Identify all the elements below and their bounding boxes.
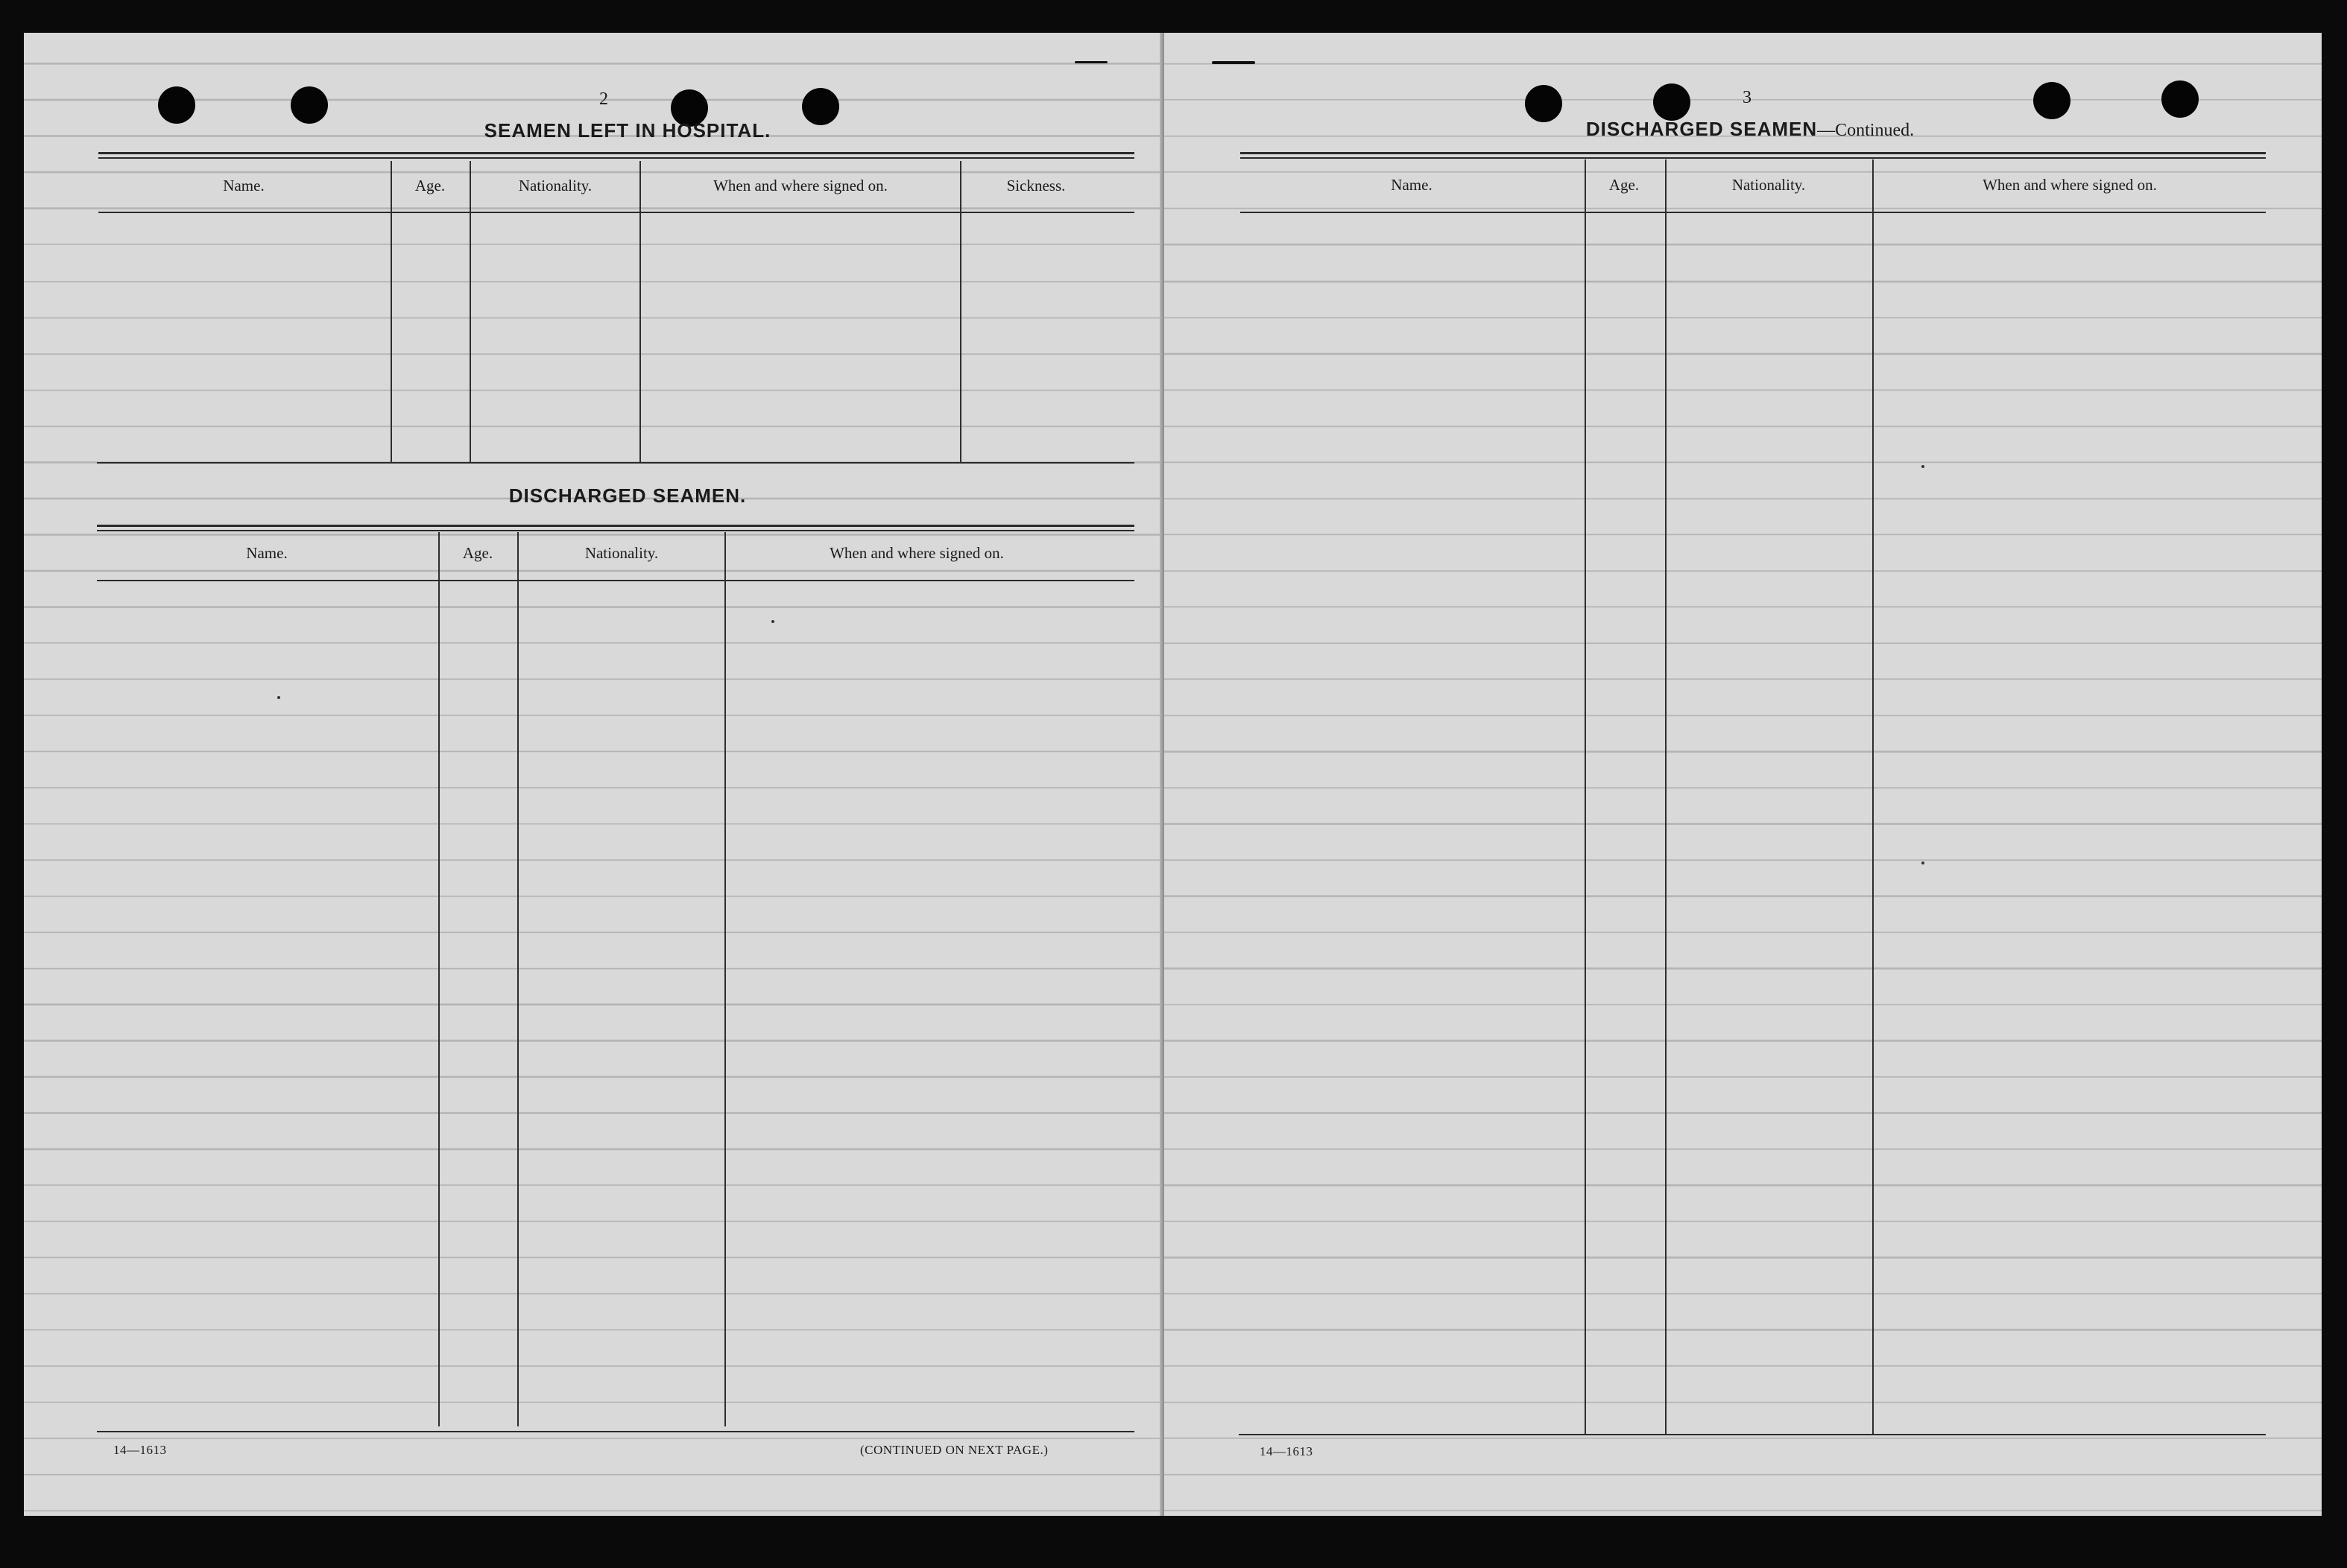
punch-hole (158, 86, 195, 124)
left-page (24, 33, 1164, 1516)
column-divider (724, 532, 726, 1426)
discharged-table-header (97, 544, 1134, 574)
column-header-age: Age. (462, 544, 493, 562)
header-rule (97, 580, 1134, 581)
punch-hole (2161, 80, 2199, 118)
hospital-section-title: SEAMEN LEFT IN HOSPITAL. (484, 119, 771, 142)
paper-speck (1921, 465, 1924, 468)
double-rule (97, 525, 1134, 527)
column-divider (1872, 159, 1874, 1434)
column-divider (438, 532, 440, 1426)
right-page (1164, 33, 2322, 1516)
discharged-continued-title (1452, 118, 2048, 141)
punch-hole (2033, 82, 2070, 119)
column-divider (470, 161, 471, 462)
title-suffix: —Continued. (1817, 121, 1915, 140)
hospital-table-header (98, 177, 1134, 206)
column-divider (391, 161, 392, 462)
column-header-name: Name. (223, 177, 265, 195)
ink-mark (1075, 61, 1108, 63)
column-header-sickness: Sickness. (1006, 177, 1066, 195)
double-rule (1240, 152, 2266, 154)
column-divider (1585, 159, 1586, 1434)
column-header-name: Name. (246, 544, 288, 562)
page-number: 2 (599, 89, 608, 109)
column-header-when-where: When and where signed on. (713, 177, 888, 195)
column-divider (1665, 159, 1667, 1434)
form-number: 14—1613 (113, 1443, 167, 1457)
punch-hole (291, 86, 328, 124)
ink-mark (1212, 61, 1255, 64)
double-rule (98, 152, 1134, 154)
form-number: 14—1613 (1260, 1444, 1313, 1458)
bottom-rule (97, 1431, 1134, 1432)
continued-note: (CONTINUED ON NEXT PAGE.) (860, 1443, 1049, 1457)
double-rule (97, 530, 1134, 531)
punch-hole (1653, 83, 1690, 121)
double-rule (98, 157, 1134, 159)
paper-speck (771, 620, 774, 623)
column-header-when-where: When and where signed on. (830, 544, 1004, 562)
column-header-nationality: Nationality. (518, 177, 593, 195)
discharged-section-title: DISCHARGED SEAMEN. (508, 484, 747, 507)
header-rule (98, 212, 1134, 213)
paper-speck (277, 696, 280, 699)
discharged-continued-table-header (1240, 176, 2266, 206)
title-main: DISCHARGED SEAMEN (1585, 118, 1818, 140)
column-divider (639, 161, 641, 462)
punch-hole (1525, 85, 1562, 122)
paper-speck (1921, 862, 1924, 864)
page-number: 3 (1743, 88, 1751, 107)
column-divider (960, 161, 961, 462)
bottom-rule (1239, 1434, 2266, 1435)
column-header-name: Name. (1391, 176, 1432, 194)
column-divider (517, 532, 519, 1426)
double-rule (1240, 157, 2266, 159)
column-header-age: Age. (1608, 176, 1640, 194)
column-header-nationality: Nationality. (1731, 176, 1806, 194)
column-header-when-where: When and where signed on. (1983, 176, 2157, 194)
column-header-age: Age. (414, 177, 446, 195)
column-header-nationality: Nationality. (584, 544, 659, 562)
header-rule (1240, 212, 2266, 213)
section-end-rule (97, 462, 1134, 464)
